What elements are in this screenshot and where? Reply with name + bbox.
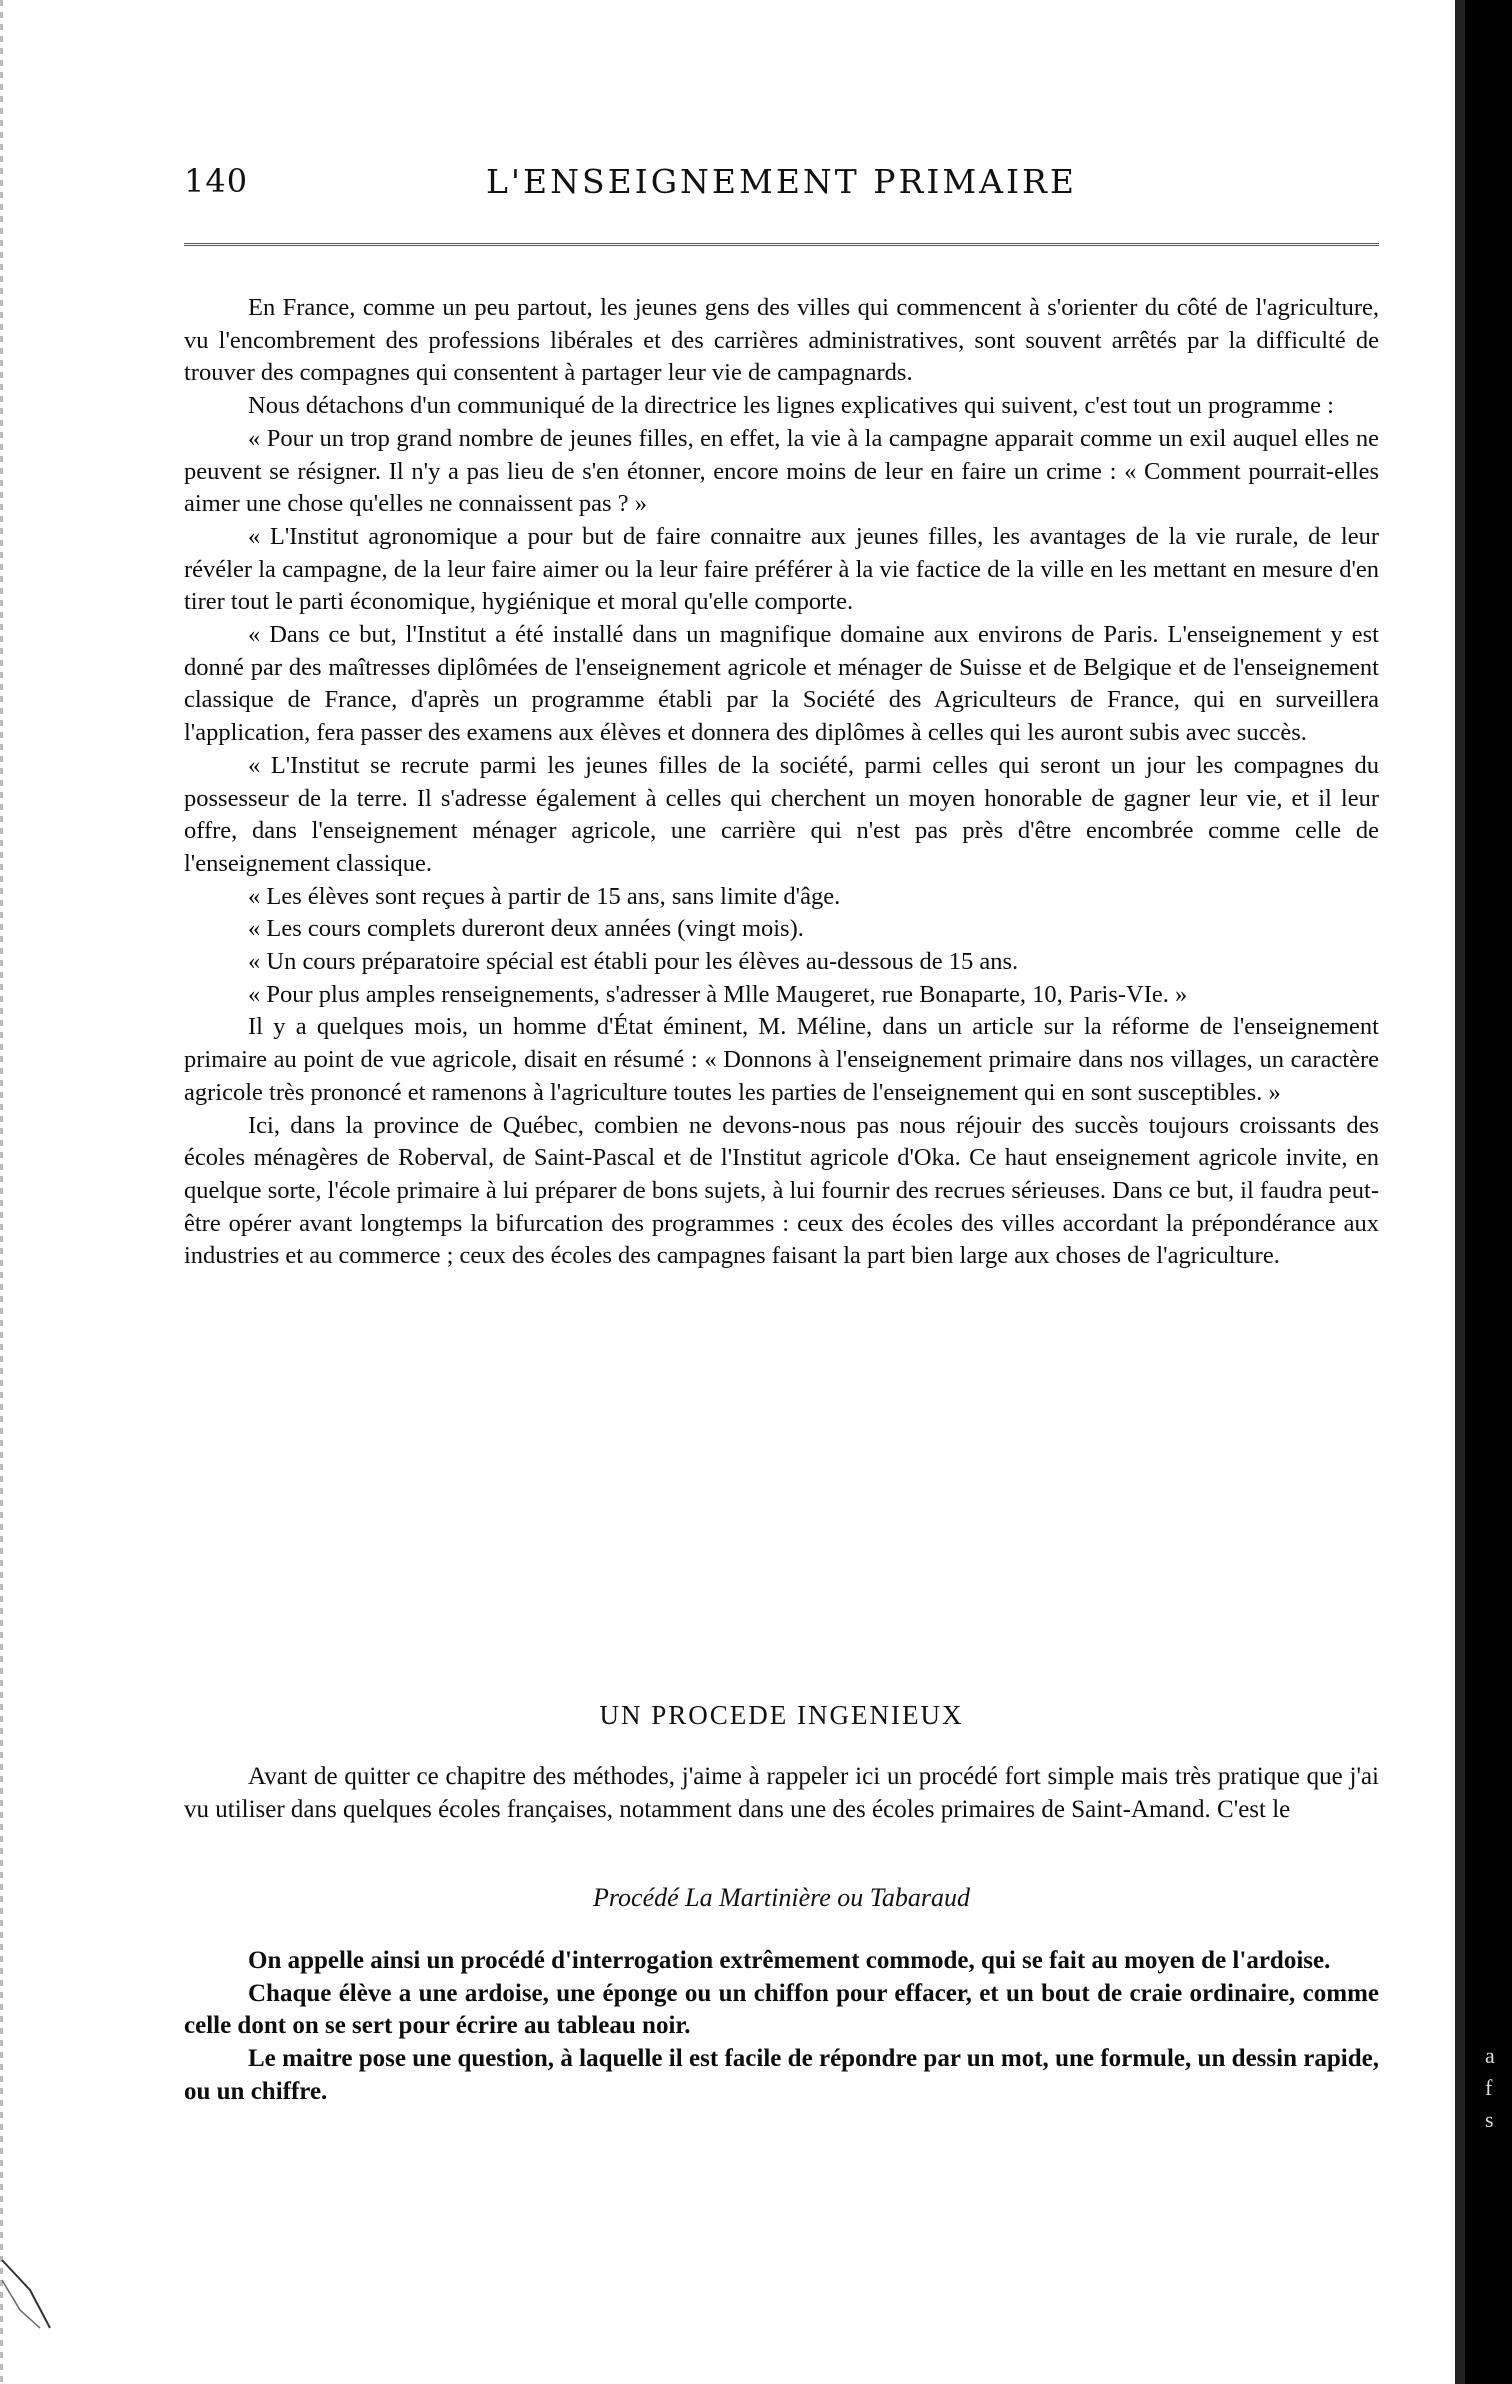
bleed-letter: f bbox=[1485, 2075, 1493, 2100]
scan-right-edge bbox=[1455, 0, 1512, 2384]
paragraph: En France, comme un peu partout, les jeunes gens des villes qui commencent à s'orienter du côté de l'agriculture, vu l'encombrement des professions libérales et des carrières administratives, sont souvent arrêtés par la difficulté de trouver des compagnes qui consentent à partager leur vie de campagnards. bbox=[184, 294, 1379, 387]
paragraph: « Les élèves sont reçues à partir de 15 ans, sans limite d'âge. bbox=[248, 882, 841, 910]
header-rule bbox=[184, 243, 1379, 246]
paragraph: « Dans ce but, l'Institut a été installé dans un magnifique domaine aux environs de Paris. L'enseignement y est donné par des maîtresses diplômées de l'enseignement agricole et ménager de Suisse et de Belgique et de l'enseignement classique de France, d'après un programme établi par la Société des Agriculteurs de France, qui en surveillera l'application, fera passer des examens aux élèves et donnera des diplômes à celles qui les auront subis avec succès. bbox=[184, 621, 1379, 747]
paragraph: On appelle ainsi un procédé d'interrogation extrêmement commode, qui se fait au moyen de l'ardoise. bbox=[248, 1947, 1331, 1974]
paragraph: Il y a quelques mois, un homme d'État éminent, M. Méline, dans un article sur la réforme de l'enseignement primaire au point de vue agricole, disait en résumé : « Donnons à l'enseignement primaire dans nos villages, un caractère agricole très prononcé et ramenons à l'agriculture toutes les parties de l'enseignement qui en sont susceptibles. » bbox=[184, 1013, 1379, 1106]
paragraph: Ici, dans la province de Québec, combien ne devons-nous pas nous réjouir des succès toujours croissants des écoles ménagères de Roberval, de Saint-Pascal et de l'Institut agricole d'Oka. Ce haut enseignement agricole invite, en quelque sorte, l'école primaire à lui préparer de bons sujets, à lui fournir des recrues sérieuses. Dans ce but, il faudra peut-être opérer avant longtemps la bifurcation des programmes : ceux des écoles des villes accordant la prépondérance aux industries et au commerce ; ceux des écoles des campagnes faisant la part bien large aux choses de l'agriculture. bbox=[184, 1111, 1379, 1270]
paragraph: Le maitre pose une question, à laquelle il est facile de répondre par un mot, une formule, un dessin rapide, ou un chiffre. bbox=[184, 2045, 1379, 2105]
paragraph: « Pour plus amples renseignements, s'adresser à Mlle Maugeret, rue Bonaparte, 10, Paris-VIe. » bbox=[248, 980, 1188, 1008]
paragraph: « L'Institut se recrute parmi les jeunes filles de la société, parmi celles qui seront un jour les compagnes du possesseur de la terre. Il s'adresse également à celles qui cherchent un moyen honorable de gagner leur vie, et il leur offre, dans l'enseignement ménager agricole, une carrière qui n'est pas près d'être encombrée comme celle de l'enseignement classique. bbox=[184, 751, 1379, 877]
bleed-letter: a bbox=[1485, 2043, 1495, 2068]
section-body bbox=[184, 1945, 1379, 2109]
page-title: L'ENSEIGNEMENT PRIMAIRE bbox=[486, 162, 1077, 201]
paragraph: Nous détachons d'un communiqué de la directrice les lignes explicatives qui suivent, c'est tout un programme : bbox=[248, 392, 1334, 420]
sub-heading: Procédé La Martinière ou Tabaraud bbox=[593, 1883, 970, 1912]
page-corner-mark bbox=[0, 2250, 60, 2330]
paragraph: « Les cours complets dureront deux années (vingt mois). bbox=[248, 915, 804, 943]
bleed-through-text bbox=[1485, 2040, 1505, 2136]
paragraph: « Un cours préparatoire spécial est établi pour les élèves au-dessous de 15 ans. bbox=[248, 948, 1019, 976]
page-number: 140 bbox=[184, 162, 249, 200]
section-intro bbox=[184, 1761, 1379, 1826]
paragraph: « Pour un trop grand nombre de jeunes filles, en effet, la vie à la campagne apparait comme un exil auquel elles ne peuvent se résigner. Il n'y a pas lieu de s'en étonner, encore moins de leur en faire un crime : « Comment pourrait-elles aimer une chose qu'elles ne connaissent pas ? » bbox=[184, 424, 1379, 518]
bleed-letter: s bbox=[1485, 2107, 1494, 2132]
paragraph: « L'Institut agronomique a pour but de faire connaitre aux jeunes filles, les avantages de la vie rurale, de leur révéler la campagne, de la leur faire aimer ou la leur faire préférer à la vie factice de la ville en les mettant en mesure d'en tirer tout le parti économique, hygiénique et moral qu'elle comporte. bbox=[184, 522, 1379, 616]
running-head bbox=[184, 162, 1379, 212]
paragraph: Avant de quitter ce chapitre des méthodes, j'aime à rappeler ici un procédé fort simple mais très pratique que j'ai vu utiliser dans quelques écoles françaises, notamment dans une des écoles primaires de Saint-Amand. C'est le bbox=[184, 1763, 1379, 1823]
paragraph: Chaque élève a une ardoise, une éponge ou un chiffon pour effacer, et un bout de craie ordinaire, comme celle dont on se sert pour écrire au tableau noir. bbox=[184, 1979, 1379, 2040]
body-text bbox=[184, 292, 1379, 1273]
section-heading: UN PROCEDE INGENIEUX bbox=[599, 1700, 964, 1730]
